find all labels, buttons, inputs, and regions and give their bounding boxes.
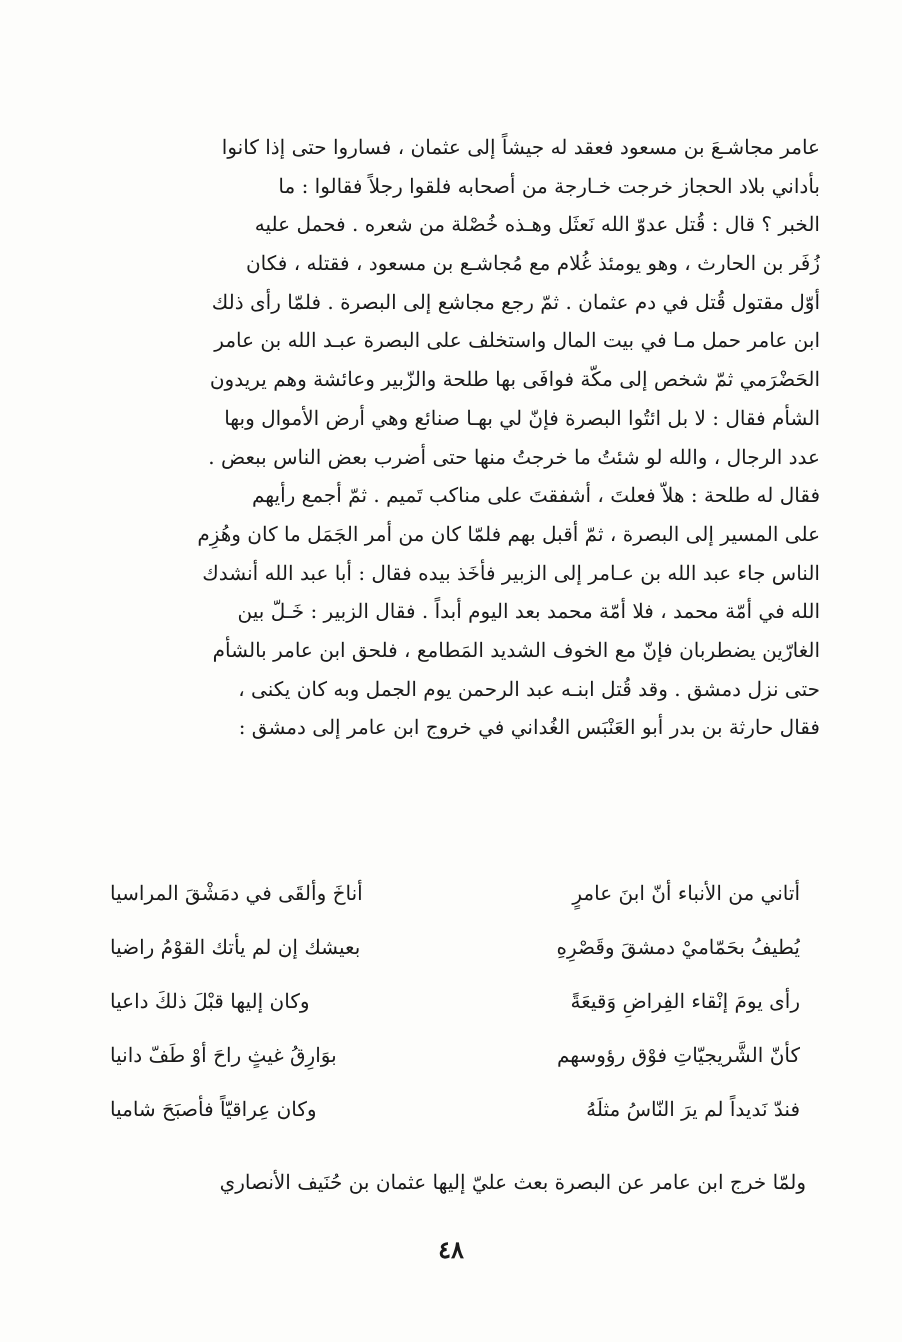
text-line: فقال حارثة بن بدر أبو العَنْبَس الغُداني في خروج ابن عامر إلى دمشق :	[238, 715, 820, 740]
verse-line	[110, 920, 800, 974]
text-line: حتى نزل دمشق . وقد قُتل ابنـه عبد الرحمن يوم الجمل وبه كان يكنى ،	[238, 676, 820, 701]
text-line: زُفَر بن الحارث ، وهو يومئذ غُلام مع مُجاشـع بن مسعود ، فقتله ، فكان	[245, 251, 820, 276]
text-line: فقال له طلحة : هلاّ فعلتَ ، أشفقتَ على مناكب تَميم . ثمّ أجمع رأيهم	[252, 483, 820, 508]
verse-line	[110, 974, 800, 1028]
text-line: الغارّين يضطربان فإنّ مع الخوف الشديد المَطامع ، فلحق ابن عامر بالشأم	[212, 637, 820, 662]
prose-paragraph	[80, 128, 820, 747]
verse-second-hemistich: وكان إليها قبْلَ ذلكَ داعيا	[110, 989, 310, 1013]
text-line: الخبر ؟ قال : قُتل عدوّ الله نَعثَل وهـذه خُصْلة من شعره . فحمل عليه	[254, 212, 820, 237]
text-line: عامر مجاشـعَ بن مسعود فعقد له جيشاً إلى عثمان ، فساروا حتى إذا كانوا	[221, 135, 820, 159]
verse-line	[110, 1082, 800, 1136]
text-line: الناس جاء عبد الله بن عـامر إلى الزبير فأخَذ بيده فقال : أبا عبد الله أنشدك	[202, 560, 820, 585]
verse-first-hemistich: يُطيفُ بحَمّاميْ دمشقَ وقَصْرِهِ	[556, 935, 800, 959]
text-line: ابن عامر حمل مـا في بيت المال واستخلف على البصرة عبـد الله بن عامر	[214, 328, 820, 353]
verse-first-hemistich: أتاني من الأنباء أنّ ابنَ عامرٍ	[572, 881, 800, 905]
verse-second-hemistich: أناخَ وألقَى في دمَشْقَ المراسيا	[110, 881, 363, 905]
text-line: بأداني بلاد الحجاز خرجت خـارجة من أصحابه فلقوا رجلاً فقالوا : ما	[278, 173, 820, 198]
text-line: على المسير إلى البصرة ، ثمّ أقبل بهم فلمّا كان من أمر الجَمَل ما كان وهُزِم	[197, 521, 820, 546]
poem	[110, 866, 800, 1136]
closing-text-line: ولمّا خرج ابن عامر عن البصرة بعث عليّ إليها عثمان بن حُنَيف الأنصاري	[219, 1170, 806, 1194]
verse-second-hemistich: بوَارِقُ غيثٍ راحَ أوْ طَفّ دانيا	[110, 1043, 337, 1067]
verse-first-hemistich: فندّ نَديداً لم يرَ النّاسُ مثلَهُ	[586, 1097, 800, 1121]
verse-second-hemistich: بعيشك إن لم يأتك القوْمُ راضيا	[110, 935, 361, 959]
text-line: عدد الرجال ، والله لو شئتُ ما خرجتُ منها حتى أضرب بعض الناس ببعض .	[208, 444, 820, 469]
text-line: أوّل مقتول قُتل في دم عثمان . ثمّ رجع مجاشع إلى البصرة . فلمّا رأى ذلك	[211, 289, 820, 314]
verse-second-hemistich: وكان عِراقيّاً فأصبَحَ شاميا	[110, 1097, 317, 1121]
text-line: الله في أمّة محمد ، فلا أمّة محمد بعد اليوم أبداً . فقال الزبير : خَـلّ بين	[237, 599, 820, 624]
verse-line	[110, 866, 800, 920]
text-line: الحَضْرَمي ثمّ شخص إلى مكّة فوافَى بها طلحة والزّبير وعائشة وهم يريدون	[209, 367, 820, 392]
verse-first-hemistich: رأى يومَ إنْقاء الفِراضِ وَقيعَةً	[570, 989, 800, 1013]
verse-first-hemistich: كأنّ الشَّريجيّاتِ فوْق رؤوسهم	[556, 1043, 800, 1067]
verse-line	[110, 1028, 800, 1082]
text-line: الشأم فقال : لا بل ائتُوا البصرة فإنّ لي بهـا صنائع وهي أرض الأموال وبها	[224, 405, 820, 430]
page-number: ٤٨	[438, 1235, 464, 1264]
